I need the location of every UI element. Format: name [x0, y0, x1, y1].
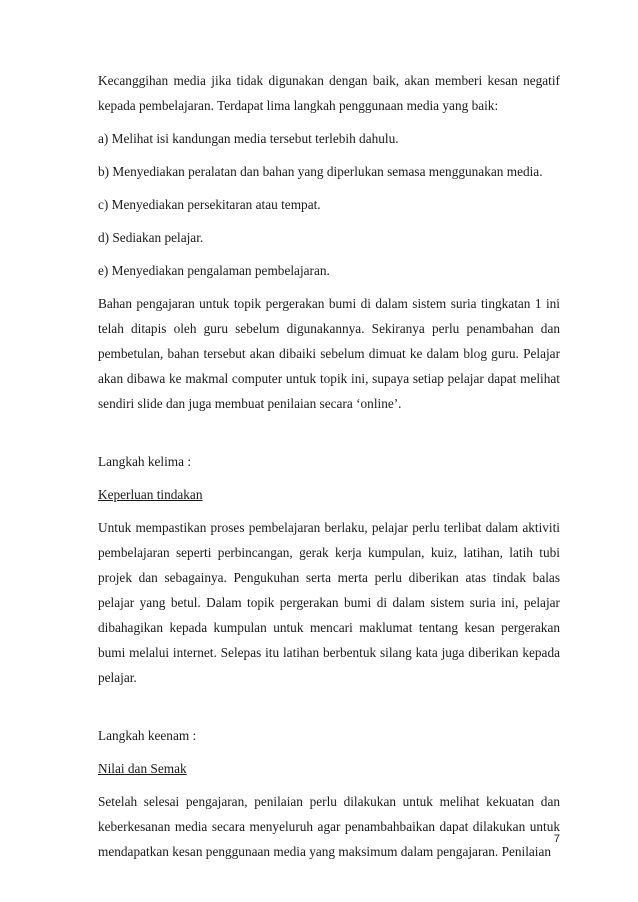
section-spacer: [98, 424, 560, 449]
bahan-paragraph: Bahan pengajaran untuk topik pergerakan bumi di dalam sistem suria tingkatan 1 ini telah ditapis oleh guru sebelum digunakannya. Sekiranya perlu penambahan dan pembetulan, bahan tersebut akan dibaiki sebelum dimuat ke dalam blog guru. Pelajar akan dibawa ke makmal computer untuk topik ini, supaya setiap pelajar dapat melihat sendiri slide dan juga membuat penilaian secara ‘online’.: [98, 296, 560, 411]
section-langkah-kelima: [98, 449, 560, 690]
section-step-label: Langkah kelima :: [98, 454, 192, 469]
section-spacer: [98, 698, 560, 723]
step-item: a) Melihat isi kandungan media tersebut terlebih dahulu.: [98, 131, 399, 146]
section-step-label: Langkah keenam :: [98, 728, 197, 743]
page-number: 7: [553, 833, 560, 845]
section-title: Keperluan tindakan: [98, 487, 203, 502]
section-langkah-keenam: [98, 723, 560, 864]
step-item: d) Sediakan pelajar.: [98, 230, 204, 245]
intro-paragraph: Kecanggihan media jika tidak digunakan dengan baik, akan memberi kesan negatif kepada pembelajaran. Terdapat lima langkah penggunaan media yang baik:: [98, 73, 560, 113]
step-item: e) Menyediakan pengalaman pembelajaran.: [98, 263, 330, 278]
document-body: [98, 68, 560, 872]
section-body: Untuk mempastikan proses pembelajaran berlaku, pelajar perlu terlibat dalam aktiviti pembelajaran seperti perbincangan, gerak kerja kumpulan, kuiz, latihan, latih tubi projek dan sebagainya. Pengukuhan serta merta perlu diberikan atas tindak balas pelajar yang betul. Dalam topik pergerakan bumi di dalam sistem suria ini, pelajar dibahagikan kepada kumpulan untuk mencari maklumat tentang kesan pergerakan bumi melalui internet. Selepas itu latihan berbentuk silang kata juga diberikan kepada pelajar.: [98, 520, 560, 685]
section-body: Setelah selesai pengajaran, penilaian perlu dilakukan untuk melihat kekuatan dan keberkesanan media secara menyeluruh agar penambahbaikan dapat dilakukan untuk mendapatkan kesan penggunaan media yang maksimum dalam pengajaran. Penilaian: [98, 794, 560, 859]
section-title: Nilai dan Semak: [98, 761, 187, 776]
steps-list: [98, 126, 560, 283]
step-item: b) Menyediakan peralatan dan bahan yang diperlukan semasa menggunakan media.: [98, 164, 543, 179]
step-item: c) Menyediakan persekitaran atau tempat.: [98, 197, 321, 212]
